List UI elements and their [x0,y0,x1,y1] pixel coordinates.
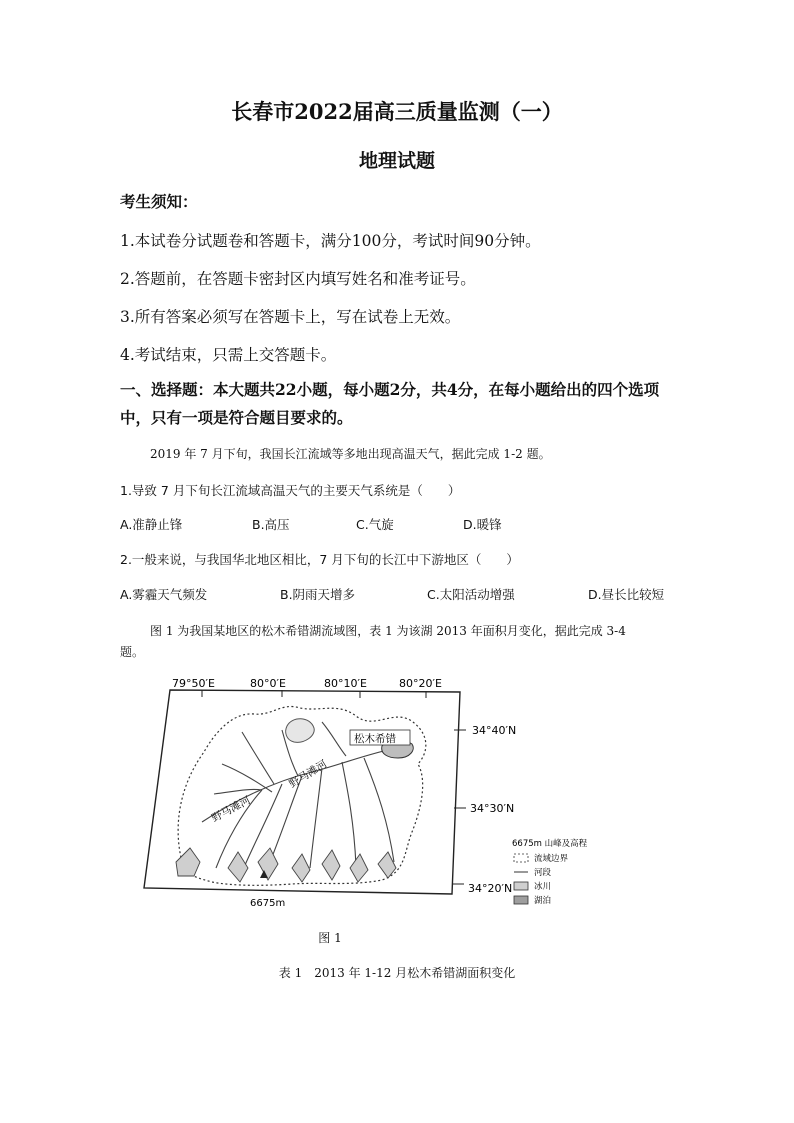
river-label-2: 野马滩河 [287,758,330,791]
question-1-option-a: A.准静止锋 [120,517,183,532]
peak-label: 6675m [250,898,286,909]
question-2-option-d: D.昼长比较短 [588,587,665,602]
notice-item-4: 4.考试结束，只需上交答题卡。 [120,346,337,364]
section-heading: 一、选择题：本大题共22小题，每小题2分，共4分，在每小题给出的四个选项中，只有一项是符合题目要求的。 [120,380,660,427]
legend-item-river: 河段 [534,868,552,878]
lat-label-1: 34°40′N [472,724,517,737]
lon-label-3: 80°10′E [324,677,367,690]
notice-item-2: 2.答题前，在答题卡密封区内填写姓名和准考证号。 [120,270,476,288]
question-1-option-d: D.暖锋 [463,517,502,532]
passage-2-line-1: 图 1 为我国某地区的松木希错湖流域图，表 1 为该湖 2013 年面积月变化，据此完成 3-4 [150,624,626,638]
lake-basin-map [142,672,610,924]
passage-2-line-2: 题。 [120,645,145,659]
question-1-option-b: B.高压 [252,517,290,532]
map-legend [512,838,588,906]
lake-label: 松木希错 [354,733,396,745]
page-subtitle: 地理试题 [358,150,435,172]
question-2-option-a: A.雾霾天气频发 [120,587,208,602]
legend-item-boundary: 流域边界 [534,854,569,864]
question-2-option-c: C.太阳活动增强 [427,587,515,602]
notice-heading: 考生须知： [120,192,198,211]
figure-caption: 图 1 [318,931,342,945]
passage-1: 2019 年 7 月下旬，我国长江流域等多地出现高温天气，据此完成 1-2 题。 [150,447,551,461]
lon-label-4: 80°20′E [399,677,442,690]
southern-glaciers [176,848,396,882]
question-1-option-c: C.气旋 [356,517,394,532]
lon-label-2: 80°0′E [250,677,286,690]
legend-item-glacier: 冰川 [534,882,552,892]
lon-label-1: 79°50′E [172,677,215,690]
river-label-1: 野马滩河 [209,794,253,825]
legend-item-lake: 湖泊 [534,896,552,906]
notice-item-3: 3.所有答案必须写在答题卡上，写在试卷上无效。 [120,308,461,326]
question-1-stem: 1.导致 7 月下旬长江流域高温天气的主要天气系统是（ ） [120,483,461,498]
lat-label-2: 34°30′N [470,802,515,815]
page-title: 长春市2022届高三质量监测（一） [231,99,563,124]
question-2-option-b: B.阴雨天增多 [280,587,356,602]
question-2-stem: 2.一般来说，与我国华北地区相比，7 月下旬的长江中下游地区（ ） [120,552,519,567]
notice-item-1: 1.本试卷分试题卷和答题卡，满分100分，考试时间90分钟。 [120,232,541,250]
lat-label-3: 34°20′N [468,882,513,895]
legend-item-peak: 6675m 山峰及高程 [512,839,588,849]
table-caption: 表 1 2013 年 1-12 月松木希错湖面积变化 [278,966,516,980]
